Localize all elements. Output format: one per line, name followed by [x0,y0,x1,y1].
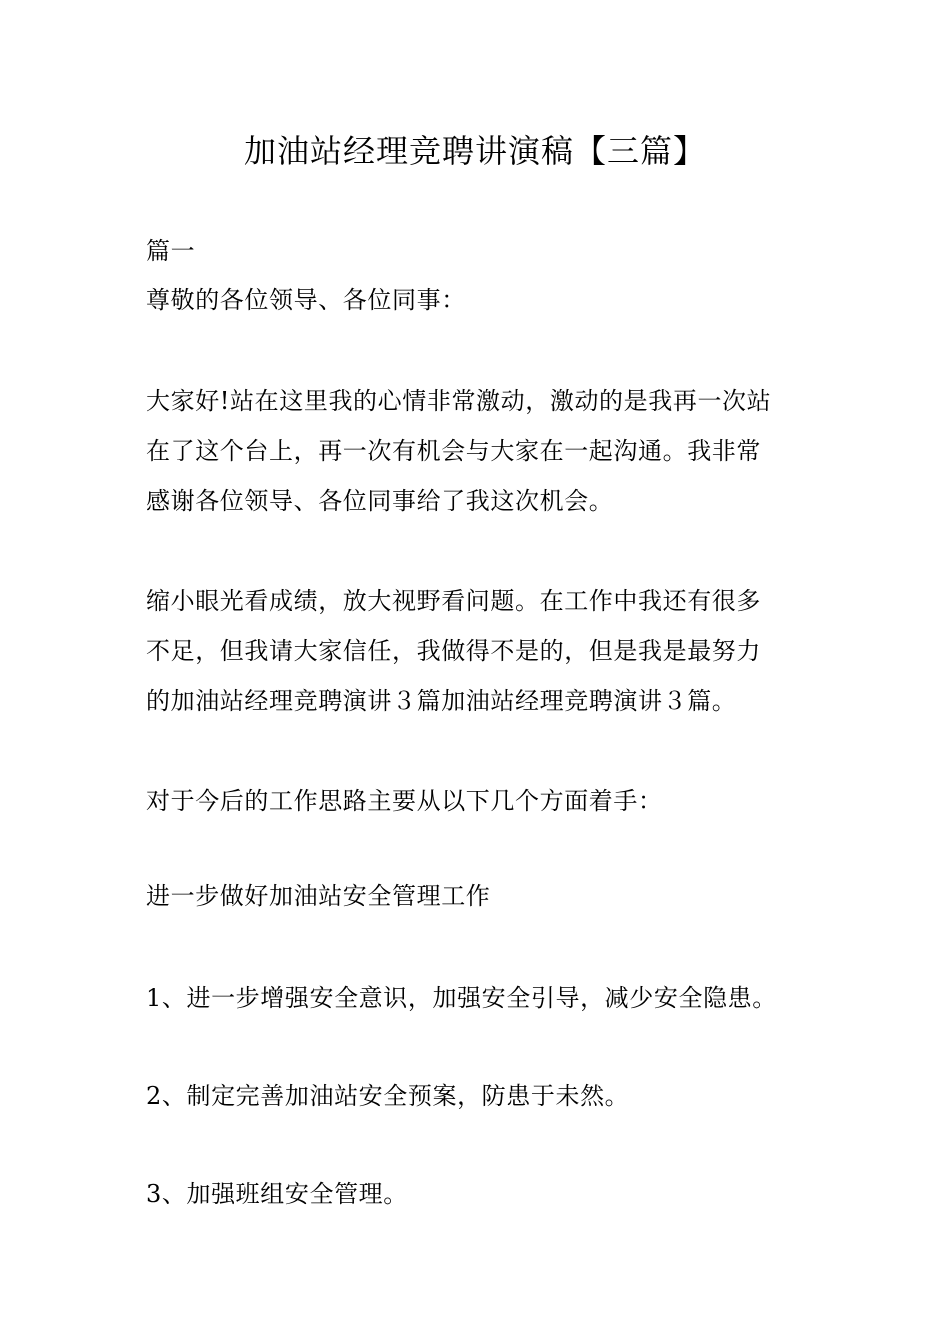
paragraph-line: 的加油站经理竞聘演讲３篇加油站经理竞聘演讲３篇。 [146,687,737,715]
section-heading: 进一步做好加油站安全管理工作 [146,882,491,910]
document-title: 加油站经理竞聘讲演稿【三篇】 [243,132,706,170]
section-label: 篇一 [146,237,196,265]
list-item: 1、进一步增强安全意识，加强安全引导，减少安全隐患。 [146,984,777,1012]
list-item: 2、制定完善加油站安全预案，防患于未然。 [146,1082,630,1110]
salutation: 尊敬的各位领导、各位同事： [146,286,466,314]
paragraph-line: 不足，但我请大家信任，我做得不是的，但是我是最努力 [146,637,761,665]
list-item: 3、加强班组安全管理。 [146,1180,408,1208]
paragraph-2 [146,576,810,726]
paragraph-line: 缩小眼光看成绩，放大视野看问题。在工作中我还有很多 [146,587,761,615]
paragraph-1 [146,376,810,526]
paragraph-line: 在了这个台上，再一次有机会与大家在一起沟通。我非常 [146,437,761,465]
paragraph-line: 大家好!站在这里我的心情非常激动，激动的是我再一次站 [146,387,772,415]
paragraph-line: 感谢各位领导、各位同事给了我这次机会。 [146,487,614,515]
intro-line: 对于今后的工作思路主要从以下几个方面着手： [146,787,663,815]
